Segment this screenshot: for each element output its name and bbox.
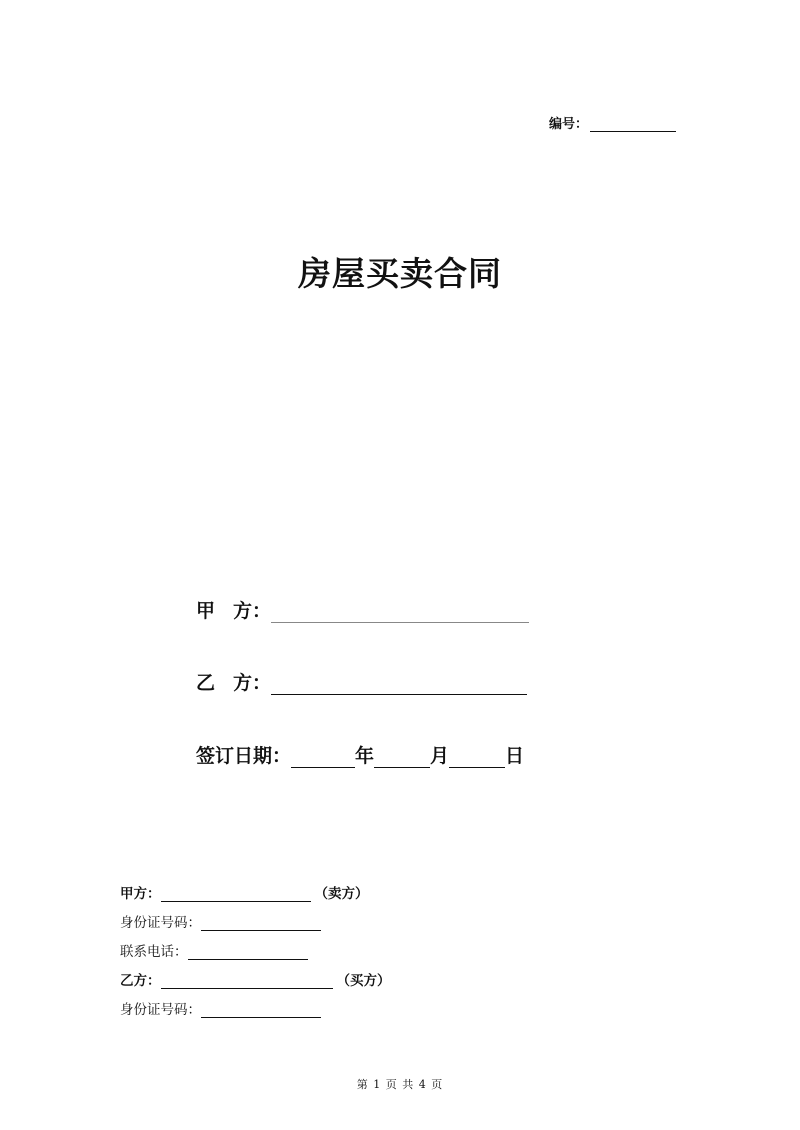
sign-year-label: 年: [355, 745, 375, 767]
cover-party-a-char2: 方：: [233, 600, 272, 622]
seller-name-field[interactable]: [161, 887, 311, 902]
buyer-row: [120, 969, 391, 989]
contract-number: [549, 113, 676, 132]
seller-id-label: 身份证号码：: [120, 915, 201, 931]
seller-phone-field[interactable]: [188, 945, 308, 960]
cover-party-b-char1: 乙: [196, 672, 216, 694]
contract-number-label: 编号：: [549, 117, 589, 132]
sign-year-field[interactable]: [291, 747, 355, 768]
cover-party-a-field[interactable]: [271, 602, 529, 623]
sign-day-label: 日: [505, 745, 525, 767]
sign-month-field[interactable]: [374, 747, 430, 768]
buyer-label: 乙方：: [120, 973, 161, 989]
seller-phone-row: [120, 940, 308, 960]
cover-party-b: [196, 668, 527, 695]
buyer-id-row: [120, 998, 321, 1018]
seller-phone-label: 联系电话：: [120, 944, 188, 960]
seller-label: 甲方：: [120, 886, 161, 902]
seller-id-field[interactable]: [201, 916, 321, 931]
sign-date-label: 签订日期：: [196, 745, 292, 767]
buyer-id-field[interactable]: [201, 1003, 321, 1018]
cover-party-a-char1: 甲: [196, 600, 216, 622]
sign-month-label: 月: [430, 745, 450, 767]
cover-party-a: [196, 596, 529, 623]
buyer-name-field[interactable]: [161, 974, 333, 989]
cover-party-b-char2: 方：: [233, 672, 272, 694]
document-title: 房屋买卖合同: [298, 254, 502, 293]
cover-sign-date: [196, 741, 524, 768]
page-footer: 第 1 页 共 4 页: [356, 1078, 444, 1091]
contract-number-field[interactable]: [590, 117, 676, 132]
seller-id-row: [120, 911, 321, 931]
buyer-id-label: 身份证号码：: [120, 1002, 201, 1018]
sign-day-field[interactable]: [449, 747, 505, 768]
buyer-role: （买方）: [336, 973, 391, 989]
seller-row: [120, 882, 369, 902]
seller-role: （卖方）: [314, 886, 369, 902]
cover-party-b-field[interactable]: [271, 674, 527, 695]
